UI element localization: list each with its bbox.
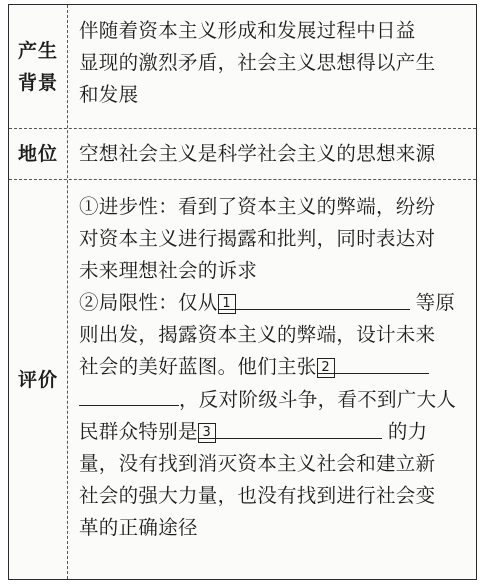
background-cell (79, 15, 466, 111)
evaluation-text: ②局限性：仅从 (79, 291, 218, 314)
evaluation-text: 民群众特别是 (79, 420, 198, 443)
evaluation-line: 量，没有找到消灭资本主义社会和建立新 (79, 452, 436, 475)
evaluation-line: 对资本主义进行揭露和批判，同时表达对 (79, 227, 436, 250)
fill-blank-3[interactable] (198, 416, 382, 439)
evaluation-text: 的力 (387, 420, 428, 443)
evaluation-line-blank1 (79, 287, 466, 319)
evaluation-label: 评价 (17, 369, 58, 391)
evaluation-line: 革的正确途径 (79, 516, 198, 539)
evaluation-line-blank3 (79, 416, 466, 448)
row-divider-2 (9, 179, 476, 180)
row-divider-1 (9, 128, 476, 129)
evaluation-text: 等原 (415, 291, 456, 314)
blank-number-1: 1 (218, 294, 236, 314)
background-label-line2: 背景 (17, 71, 58, 94)
evaluation-line: ①进步性：看到了资本主义的弊端，纷纷 (79, 195, 436, 218)
blank-number-3: 3 (198, 423, 216, 443)
evaluation-line-blank2 (79, 351, 466, 383)
background-label (9, 5, 67, 128)
evaluation-line: 则出发，揭露资本主义的弊端，设计未来 (79, 323, 436, 346)
fill-blank-1[interactable] (218, 287, 410, 310)
evaluation-text: ，反对阶级斗争，看不到广大人 (179, 388, 457, 411)
evaluation-text: 社会的美好蓝图。他们主张 (79, 355, 317, 378)
fill-blank-2-continued[interactable] (79, 383, 179, 406)
concept-table (8, 4, 477, 580)
background-text-line: 显现的激烈矛盾，社会主义思想得以产生 (79, 51, 436, 74)
evaluation-cell (79, 191, 466, 544)
status-cell (79, 138, 466, 170)
evaluation-line-blank2-cont (79, 383, 466, 416)
evaluation-line: 社会的强大力量，也没有找到进行社会变 (79, 484, 436, 507)
background-label-line1: 产生 (17, 39, 58, 62)
background-text-line: 伴随着资本主义形成和发展过程中日益 (79, 19, 416, 42)
status-label: 地位 (17, 142, 58, 165)
blank-number-2: 2 (317, 358, 335, 378)
evaluation-line: 未来理想社会的诉求 (79, 259, 258, 282)
fill-blank-2[interactable] (317, 351, 429, 374)
status-text: 空想社会主义是科学社会主义的思想来源 (79, 142, 436, 165)
background-text-line: 和发展 (79, 83, 139, 106)
column-divider (67, 5, 68, 579)
